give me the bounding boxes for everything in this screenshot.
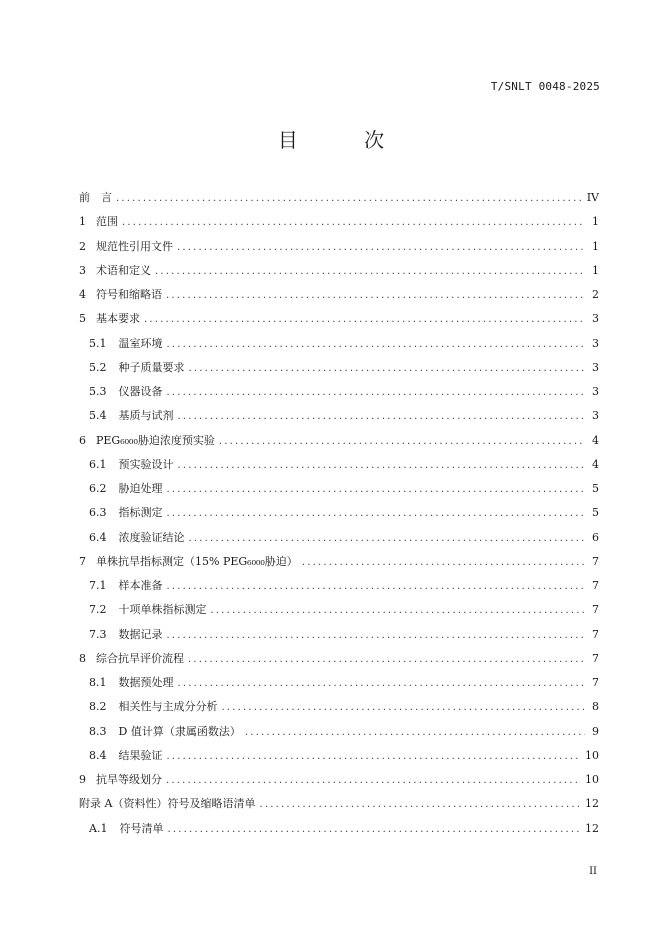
toc-entry-number: A.1 [89,821,108,835]
toc-leader-dots [188,648,585,672]
toc-entry[interactable] [79,574,599,598]
toc-entry-label: 结果验证 [118,748,163,762]
toc-entry-number: 6.2 [89,482,107,495]
toc-entry-label: 符号和缩略语 [96,288,162,301]
toc-entry[interactable] [79,307,599,331]
toc-entry[interactable] [79,501,599,525]
toc-entry[interactable] [79,477,599,501]
toc-entry[interactable] [79,744,599,768]
document-code: T/SNLT 0048-2025 [490,80,600,93]
toc-entry-number: 8.4 [89,748,107,762]
toc-entry-label: 相关性与主成分分析 [118,700,218,714]
toc-entry-label: 符号清单 [119,821,164,835]
toc-entry-page: 7 [592,554,599,568]
toc-entry[interactable] [79,768,599,792]
toc-entry-number: 1 [79,215,86,229]
toc-leader-dots [167,333,586,357]
toc-entry[interactable] [79,695,599,719]
toc-entry[interactable] [79,356,599,380]
toc-entry-number: 5.4 [89,409,107,423]
toc-entry-label: 术语和定义 [96,263,151,277]
toc-entry-number: 4 [79,288,86,301]
toc-entry-label: 范围 [96,215,118,229]
toc-entry-page: 12 [585,797,599,811]
toc-leader-dots [178,672,586,696]
toc-entry[interactable] [79,210,599,234]
toc-entry-number: 5.2 [89,360,107,374]
toc-entry-page: 3 [592,385,599,398]
toc-entry-label: 附录 A（资料性）符号及缩略语清单 [79,797,256,811]
toc-entry-page: 6 [592,530,599,544]
toc-entry-number: 3 [79,263,86,277]
toc-entry-label: 数据预处理 [118,676,174,689]
toc-entry-page: 1 [592,215,599,229]
toc-leader-dots [302,551,585,575]
toc-entry-number: 6.4 [89,530,107,544]
toc-title: 目 次 [277,128,415,152]
toc-entry-page: 3 [592,409,599,423]
toc-entry-page: 10 [585,748,599,762]
toc-entry-number: 8 [79,651,86,665]
toc-entry-label: 数据记录 [118,627,163,641]
toc-entry-label: 单株抗旱指标测定（15% PEG₆₀₀₀胁迫） [96,554,298,568]
toc-entry-page: 5 [592,482,599,495]
toc-entry-page: 3 [592,336,599,350]
toc-leader-dots [166,284,585,308]
toc-entry-label: 预实验设计 [118,457,174,471]
toc-entry[interactable] [79,792,599,816]
toc-entry-label: 十项单株指标测定 [118,603,207,617]
toc-entry[interactable] [79,283,599,307]
toc-entry[interactable] [79,720,599,744]
toc-entry-page: 10 [585,773,599,786]
toc-entry[interactable] [79,817,599,841]
toc-entry-label: 样本准备 [118,579,163,592]
toc-entry-page: 1 [592,263,599,277]
toc-entry[interactable] [79,623,599,647]
toc-leader-dots [167,624,586,648]
toc-entry[interactable] [79,235,599,259]
toc-leader-dots [189,357,586,381]
toc-leader-dots [167,381,586,405]
toc-leader-dots [167,575,586,599]
toc-entry-label: 种子质量要求 [118,360,185,374]
toc-entry-label: 温室环境 [118,336,163,350]
toc-entry[interactable] [79,186,599,210]
toc-entry-page: 8 [592,700,599,714]
toc-entry-number: 8.2 [89,700,107,714]
toc-entry-label: 抗旱等级划分 [96,773,162,786]
page-number: II [589,866,597,877]
toc-entry-label: 基本要求 [96,312,140,326]
toc-entry-number: 9 [79,773,86,786]
toc-entry[interactable] [79,647,599,671]
toc-leader-dots [167,502,586,526]
toc-entry-label: 规范性引用文件 [96,239,173,253]
toc-leader-dots [122,211,585,235]
toc-entry-label: 仪器设备 [118,385,163,398]
toc-entry[interactable] [79,453,599,477]
toc-entry-number: 7 [79,554,86,568]
toc-entry-number: 7.2 [89,603,107,617]
toc-entry-number: 5 [79,312,86,326]
toc-entry-page: IV [586,191,599,204]
toc-entry-label: PEG₆₀₀₀胁迫浓度预实验 [96,433,215,447]
toc-entry-number: 8.3 [89,724,107,738]
toc-leader-dots [177,236,585,260]
toc-leader-dots [245,721,585,745]
toc-leader-dots [219,430,585,454]
toc-entry-number: 7.3 [89,627,107,641]
toc-entry[interactable] [79,526,599,550]
toc-entry-page: 5 [592,506,599,520]
toc-entry-number: 5.3 [89,385,107,398]
toc-entry-page: 9 [592,724,599,738]
toc-entry-number: 8.1 [89,676,107,689]
toc-leader-dots [189,527,586,551]
toc-entry-number: 2 [79,239,86,253]
toc-entry[interactable] [79,332,599,356]
toc-entry-label: 基质与试剂 [118,409,174,423]
toc-entry-number: 6 [79,433,86,447]
toc-entry-page: 12 [585,821,599,835]
toc-entry[interactable] [79,429,599,453]
toc-entry-page: 7 [592,676,599,689]
toc-entry-page: 1 [592,239,599,253]
toc-entry-page: 7 [592,627,599,641]
toc-leader-dots [178,454,586,478]
toc-entry-page: 4 [592,433,599,447]
toc-entry-label: 前 言 [79,191,112,204]
toc-entry-page: 4 [592,457,599,471]
toc-entry-page: 3 [592,360,599,374]
toc-leader-dots [259,793,581,817]
toc-entry[interactable] [79,598,599,622]
toc-leader-dots [116,187,583,211]
toc-entry-label: 胁迫处理 [118,482,163,495]
toc-entry-page: 7 [592,651,599,665]
toc-entry-number: 6.1 [89,457,107,471]
toc-entry-label: 浓度验证结论 [118,530,185,544]
toc-entry-page: 7 [592,579,599,592]
table-of-contents [79,186,599,841]
toc-entry-label: D 值计算（隶属函数法） [118,724,241,738]
toc-entry-page: 7 [592,603,599,617]
toc-leader-dots [155,260,585,284]
toc-leader-dots [166,769,581,793]
toc-entry-number: 5.1 [89,336,107,350]
toc-leader-dots [167,745,582,769]
toc-entry-number: 6.3 [89,506,107,520]
toc-leader-dots [167,478,586,502]
toc-entry[interactable] [79,404,599,428]
toc-leader-dots [222,696,586,720]
toc-leader-dots [178,405,586,429]
toc-entry-number: 7.1 [89,579,107,592]
toc-entry[interactable] [79,671,599,695]
toc-entry-page: 2 [592,288,599,301]
toc-entry-label: 综合抗旱评价流程 [96,651,184,665]
toc-entry[interactable] [79,259,599,283]
toc-entry-label: 指标测定 [118,506,163,520]
toc-leader-dots [167,818,581,842]
toc-entry-page: 3 [592,312,599,326]
toc-entry[interactable] [79,380,599,404]
toc-leader-dots [144,308,585,332]
toc-entry[interactable] [79,550,599,574]
toc-leader-dots [211,599,586,623]
